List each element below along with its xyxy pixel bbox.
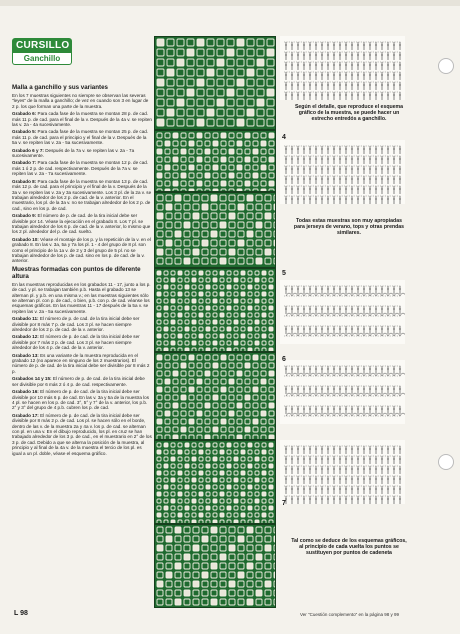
diagram-number-5: 5 [282, 270, 286, 277]
caption-jerseys: Todas estas muestras son muy apropiadas para jerseys de verano, tops y otras prendas similares. [293, 218, 405, 237]
grabado-6-paragraph: Grabado 6: Para cada fase de la muestra se montan 28 p. de cad. más 11 p. de cad. para el final de la v. Después de la 4a v. se repiten las v. 2a - 4a sucesivamente. [12, 111, 152, 128]
crochet-photo [154, 524, 276, 608]
grabado-11-paragraph: Grabado 11: El número de p. de cad. de la tira inicial debe ser divisible por 8 más 7 p. de cad. Los 3 pl. se hacen siempre alrededor de los 2 p. de cad. de la v. anterior. [12, 316, 140, 333]
crochet-texture [155, 37, 275, 129]
grabado-13-paragraph: Grabado 13: Es una variante de la muestra reproducida en el grabado 12 (no aparece en ninguno de los 2 muestrarios). El número de p. de cad. de la tira inicial debe ser divisible por 8 más 2 p. [12, 352, 150, 374]
intro-paragraph: En los 7 muestras siguientes no siempre se observan las severas "leyes" de la malla a ganchillo; de vez en cuando son 3 en lugar de 2 p. los que forman una parte de la muestra. [12, 93, 149, 109]
heading-malla: Malla a ganchillo y sus variantes [12, 84, 108, 91]
diagram-drawing [280, 280, 405, 344]
crochet-photo [154, 352, 276, 440]
crochet-photo [154, 192, 276, 268]
grabado-67-paragraph: Grabado 6 y 7: Después de la 7a v. se repiten las v. 2a - 7a sucesivamente. [12, 147, 135, 159]
diagram-drawing [280, 140, 405, 204]
grabado-8-paragraph: Grabado 8: Para cada fase de la muestra se montan 13 p. de cad. más 12 p. de cad. para el principio y el final de la v. Después de la 3a v. se repiten las v. 2a y 3a sucesivamente. Los 3 pl. de la 2a v. se trabajan alrededor de los 2 p. de cad. de la v. anterior. En el muestrario, los pl. de la 3a v. no se trabajan alrededor de los 2 p. de cad., sino en los p. de cad. [12, 178, 152, 211]
crochet-texture [155, 353, 275, 439]
crochet-photo [154, 440, 276, 524]
grabado-10-paragraph: Grabado 10: Véase el montaje de los p. y la repetición de la v. en el grabado 8. En las v. 3a, 5a y 7a los pl. 1 - 4 del grupo de 8 pl. son como el principio de la 1a v. de 2 y 3 del grupo de 5 pl. no se trabajan alrededor de los p. de cad. sino en los p. de cad. de la v. anterior. [12, 236, 151, 264]
grabado-1415-paragraph: Grabados 14 y 15: El número de p. de cad. de la tira inicial debe ser divisible por 6 más 2 ó 4 p. de cad. respectivamente. [12, 376, 145, 387]
crochet-texture [155, 131, 275, 191]
diagram-number-7: 7 [282, 500, 286, 507]
crochet-texture [155, 525, 275, 607]
diagram-drawing [280, 36, 405, 100]
grabado-5-paragraph: Grabado 5: Para cada fase de la muestra se montan 25 p. de cad. más 11 p. de cad. para el principio y el final de la v. Después de la 5a v. se repiten las v. 2a - 5a sucesivamente. [12, 129, 149, 146]
footer-credit: Ver "Cuestión complemento" en la página 98 y 99 [300, 612, 400, 617]
grabado-9-paragraph: Grabado 9: El número de p. de cad. de la tira inicial debe ser divisible por 14. Véase la ejecución en el grabado 8. Los 7 pl. se trabajan alrededor de los 6 p. de cad. de la v. anterior, lo mismo que los 2 pl. alrededor del p. de cad. suelto. [12, 213, 151, 235]
stitch-diagram [280, 280, 405, 344]
intro2-paragraph: En las muestras reproducidas en los grabados 11 - 17, junto a los p. de cad. y pl. se trabajan también p.b. Hasta el grabado 13 se alternan pl. y p.b. en una misma v.; en las muestras siguientes sólo se alternan pl. con p. de cad., o bien, p.b. con p. de cad. véanse los esquemas gráficos. En las muestras 11 - 17 después de la 5a v. se repiten las v. 2a - 5a sucesivamente. [12, 281, 151, 314]
crochet-photo [154, 268, 276, 352]
heading-muestras: Muestras formadas con puntos de diferente altura [12, 265, 141, 280]
crochet-photo [154, 130, 276, 192]
crochet-texture [155, 441, 275, 523]
cursillo-logo [12, 38, 72, 66]
stitch-diagram [280, 360, 405, 424]
page-number: L 98 [14, 610, 28, 617]
crochet-photo [154, 36, 276, 130]
logo-subtitle: Ganchillo [12, 53, 72, 65]
stitch-diagram [280, 140, 405, 204]
grabado-16-paragraph: Grabado 16: El número de p. de cad. de la tira inicial debe ser divisible por 10 más 6 p. de cad. En las v. 3a y 5a de la muestra los 4 pl. se hacen en los p. de cad. 3°, 5° y 7° de la v. anterior, los p.b. 2° y 3° del grupo de 4 p.b. cubren los p. de cad. [12, 389, 150, 411]
binder-hole [438, 58, 454, 74]
binder-hole [438, 454, 454, 470]
stitch-diagram [280, 440, 405, 504]
diagram-drawing [280, 440, 405, 504]
diagram-drawing [280, 360, 405, 424]
caption-detail: Según el detalle, que reproduce el esquema gráfico de la muestra, se puede hacer un estrecho entredós a ganchillo. [294, 104, 404, 123]
grabado-12-paragraph: Grabado 12: El número de p. de cad. de la tira inicial debe ser divisible por 7 más 2 p. de cad. Los 3 pl. se hacen siempre alrededor de los 4 p. de cad. de la v. anterior. [12, 334, 140, 351]
logo-title: CURSILLO [12, 38, 72, 53]
stitch-diagram [280, 36, 405, 100]
diagram-number-4: 4 [282, 134, 286, 141]
grabado-7-paragraph: Grabado 7: Para cada fase de la muestra se montan 12 p. de cad. más 1 ó 2 p. de cad. respectivamente. Después de la 7a v. se repiten las v. 2a - 7a sucesivamente. [12, 160, 149, 177]
crochet-texture [155, 193, 275, 267]
crochet-texture [155, 269, 275, 351]
diagram-number-6: 6 [282, 356, 286, 363]
top-strip [0, 0, 460, 6]
grabado-17-paragraph: Grabado 17: El número de p. de cad. de la tira inicial debe ser divisible por 8 más 2 p. de cad. Los pl. se hacen sólo en el borde, dentro de las v. de la muestra 2a y 4a v. los p. de cad. se alternan con pl. en una v. En el dibujo reproducido, los pl. en cruz se han trabajado alrededor de los 3 p. de cad., en el muestrario en 2° de los 3 p. de cad. Debido a que se alterna la posición de la muestra, al principio y al final de la 4a v. de la muestra el tercio de los pl. es igual a un pl. doble, véase el esquema gráfico. [12, 412, 152, 456]
instructions-column [12, 84, 152, 604]
crochet-photos [154, 36, 274, 606]
caption-esquemas: Tal como se deduce de los esquemas gráficos, al principio de cada vuelta los puntos se sustituyen por puntos de cadeneta [291, 538, 407, 557]
